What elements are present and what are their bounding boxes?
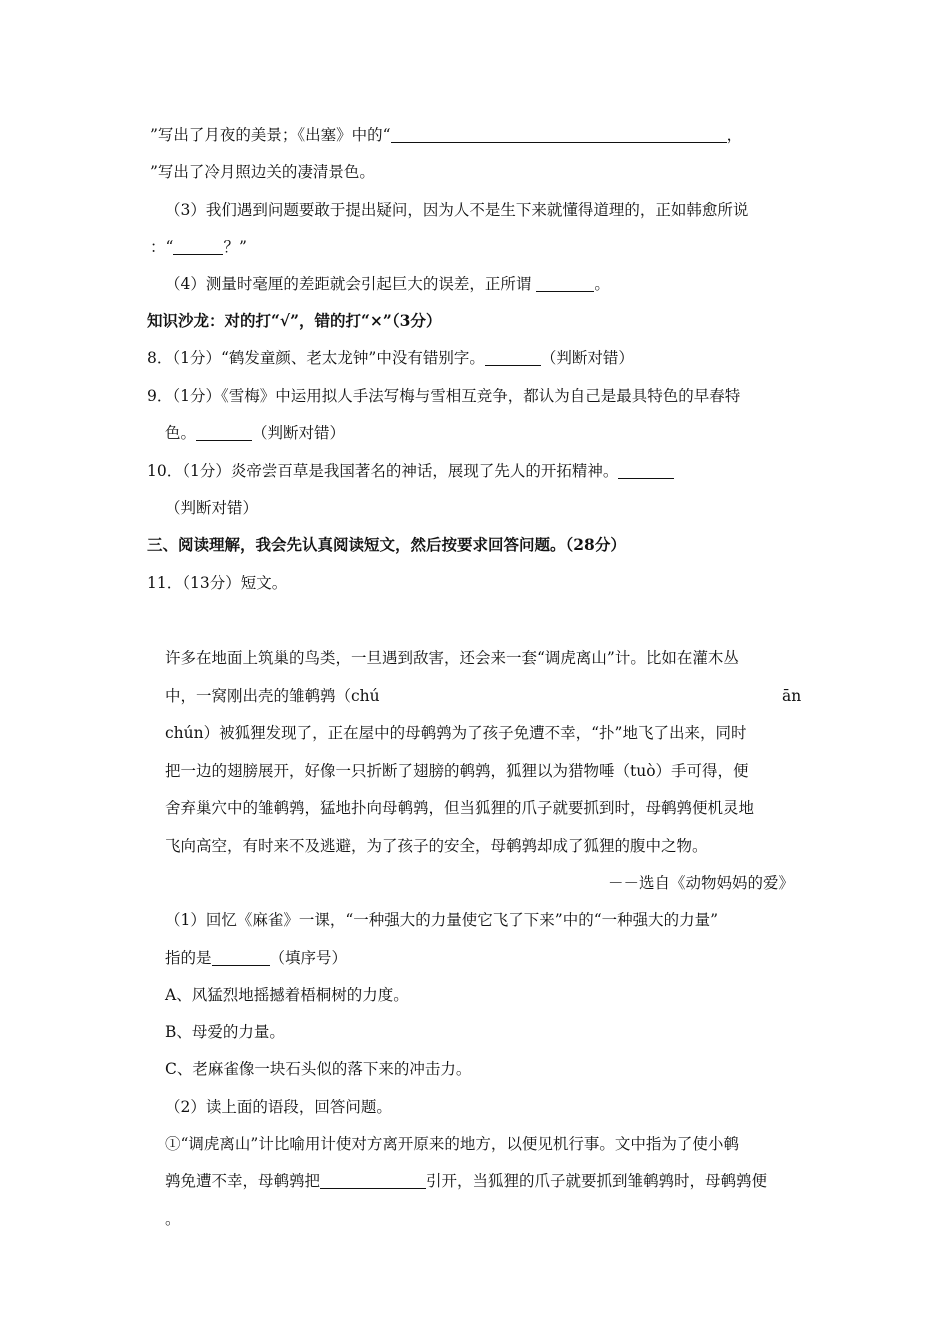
- subquestion-2-line-2: [165, 1171, 767, 1191]
- answer-blank[interactable]: [212, 949, 270, 966]
- passage-line-5: 舍弃巢穴中的雏鹌鹑，猛地扑向母鹌鹑，但当狐狸的爪子就要抓到时，母鹌鹑便机灵地: [165, 799, 755, 817]
- option-c: C、老麻雀像一块石头似的落下来的冲击力。: [165, 1060, 472, 1078]
- passage-line-2: 中，一窝刚出壳的雏鹌鹑（chú: [165, 687, 380, 705]
- line-text: 色。: [165, 424, 197, 442]
- line-text: ，: [726, 126, 743, 144]
- poem-question-line-2: ”写出了冷月照边关的凄清景色。: [150, 163, 375, 181]
- option-b: B、母爱的力量。: [165, 1023, 285, 1041]
- line-text: （填序号）: [269, 949, 348, 967]
- line-text: （判断对错）: [540, 349, 634, 367]
- section-heading-true-false: 知识沙龙：对的打“√”，错的打“×”（3分）: [147, 311, 442, 330]
- question-9-line-1: 9．（1分）《雪梅》中运用拟人手法写梅与雪相互竞争，都认为自己是最具特色的早春特: [147, 387, 741, 405]
- answer-blank[interactable]: [196, 424, 252, 441]
- subquestion-2-line-3: 。: [165, 1210, 181, 1228]
- answer-blank[interactable]: [320, 1172, 426, 1189]
- option-a: A、风猛烈地摇撼着梧桐树的力度。: [165, 986, 409, 1004]
- question-3-line-2: [150, 237, 247, 257]
- line-text: ？”: [223, 238, 247, 256]
- question-10-line-2: （判断对错）: [165, 499, 259, 517]
- passage-pinyin-fragment: ān: [782, 687, 802, 705]
- passage-line-3: chún）被狐狸发现了，正在屋中的母鹌鹑为了孩子免遭不幸，“扑”地飞了出来，同时: [165, 724, 747, 742]
- question-8: [147, 348, 634, 368]
- answer-blank[interactable]: [391, 126, 727, 143]
- section-heading-reading: 三、阅读理解，我会先认真阅读短文，然后按要求回答问题。（28分）: [147, 535, 626, 554]
- line-text: ：“: [150, 238, 174, 256]
- question-3-line-1: （3）我们遇到问题要敢于提出疑问，因为人不是生下来就懂得道理的，正如韩愈所说: [165, 201, 749, 219]
- line-text: （判断对错）: [252, 424, 346, 442]
- subquestion-2-title: （2）读上面的语段，回答问题。: [165, 1098, 392, 1116]
- passage-line-4: 把一边的翅膀展开，好像一只折断了翅膀的鹌鹑，狐狸以为猎物唾（tuò）手可得，便: [165, 762, 749, 780]
- line-text: 。: [594, 275, 610, 293]
- question-4-line: [165, 274, 610, 294]
- passage-line-1: 许多在地面上筑巢的鸟类，一旦遇到敌害，还会来一套“调虎离山”计。比如在灌木丛: [165, 649, 739, 667]
- line-text: 8．（1分）“鹤发童颜、老太龙钟”中没有错别字。: [147, 349, 485, 367]
- line-text: ”写出了月夜的美景；《出塞》中的“: [150, 126, 391, 144]
- answer-blank[interactable]: [485, 349, 541, 366]
- passage-line-6: 飞向高空，有时来不及逃避，为了孩子的安全，母鹌鹑却成了狐狸的腹中之物。: [165, 837, 708, 855]
- line-text: 引开，当狐狸的爪子就要抓到雏鹌鹑时，母鹌鹑便: [426, 1172, 768, 1190]
- answer-blank[interactable]: [173, 238, 223, 255]
- poem-question-line-1: [150, 125, 742, 145]
- line-text: 10．（1分）炎帝尝百草是我国著名的神话，展现了先人的开拓精神。: [147, 462, 619, 480]
- question-9-line-2: [165, 423, 345, 443]
- subquestion-1-line-2: [165, 948, 347, 968]
- line-text: （4）测量时毫厘的差距就会引起巨大的误差，正所谓: [165, 275, 532, 293]
- passage-source: －－选自《动物妈妈的爱》: [608, 874, 795, 892]
- subquestion-2-line-1: ①“调虎离山”计比喻用计使对方离开原来的地方，以便见机行事。文中指为了使小鹌: [165, 1135, 739, 1153]
- line-text: 指的是: [165, 949, 212, 967]
- question-10-line-1: [147, 461, 674, 481]
- answer-blank[interactable]: [618, 462, 674, 479]
- line-text: 鹑免遭不幸，母鹌鹑把: [165, 1172, 321, 1190]
- question-11-title: 11．（13分）短文。: [147, 574, 288, 592]
- subquestion-1-line-1: （1）回忆《麻雀》一课，“一种强大的力量使它飞了下来”中的“一种强大的力量”: [165, 911, 719, 929]
- answer-blank[interactable]: [536, 275, 594, 292]
